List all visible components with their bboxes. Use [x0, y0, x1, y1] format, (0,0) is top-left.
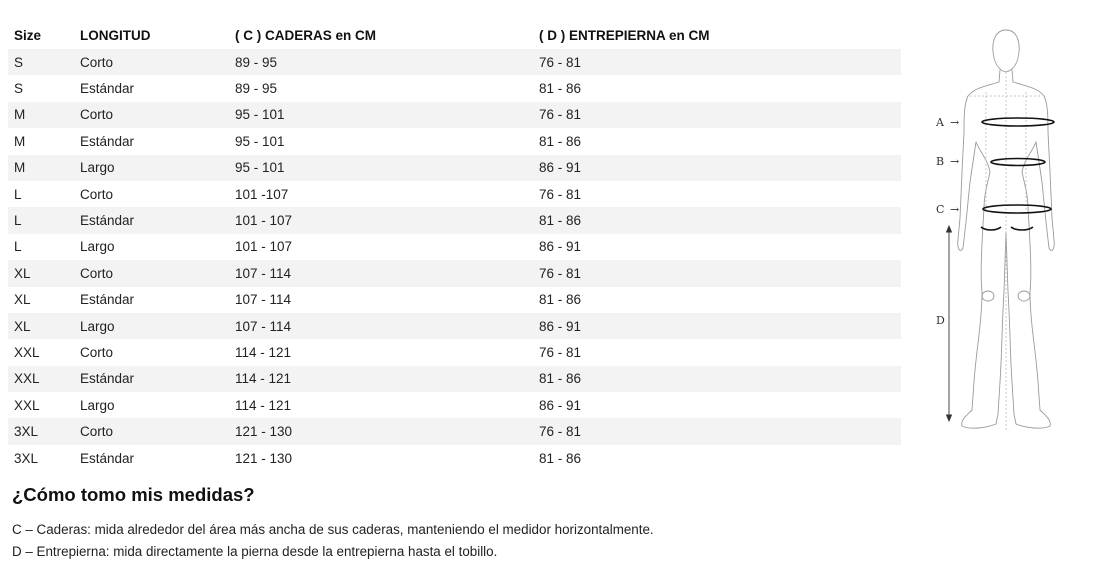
howto-title: ¿Cómo tomo mis medidas?: [12, 484, 255, 505]
header-hips: ( C ) CADERAS en CM: [235, 28, 376, 43]
table-row: [8, 445, 901, 471]
cell-inseam: 86 - 91: [539, 397, 582, 413]
body-measurement-figure: [930, 22, 1090, 442]
cell-inseam: 76 - 81: [539, 186, 582, 202]
cell-hips: 89 - 95: [235, 81, 278, 97]
cell-inseam: 81 - 86: [539, 450, 582, 466]
cell-hips: 114 - 121: [235, 397, 292, 413]
cell-size: S: [8, 49, 74, 75]
table-row: [8, 49, 901, 75]
cell-size: L: [14, 186, 22, 202]
table-header-row: [8, 22, 901, 49]
cell-hips: 101 - 107: [229, 207, 533, 233]
cell-inseam: 76 - 81: [539, 344, 582, 360]
marker-a-arrow: →: [950, 116, 960, 129]
cell-inseam: 81 - 86: [533, 207, 901, 233]
cell-length: Largo: [80, 239, 115, 255]
cell-size: L: [8, 207, 74, 233]
cell-size: 3XL: [8, 418, 74, 444]
cell-length: Corto: [80, 186, 114, 202]
body-figure-icon: [930, 22, 1090, 442]
cell-hips: 95 - 101: [235, 133, 285, 149]
cell-length: Estándar: [74, 366, 229, 392]
cell-inseam: 81 - 86: [539, 133, 582, 149]
cell-hips: 107 - 114: [229, 260, 533, 286]
cell-length: Corto: [74, 260, 229, 286]
cell-inseam: 86 - 91: [533, 155, 901, 181]
cell-hips: 121 - 130: [229, 418, 533, 444]
cell-length: Corto: [74, 102, 229, 128]
table-row: [8, 102, 901, 128]
marker-c-label: C: [936, 203, 945, 216]
cell-hips: 95 - 101: [229, 155, 533, 181]
table-row: [8, 75, 901, 101]
marker-c-arrow: →: [950, 203, 960, 216]
cell-hips: 107 - 114: [235, 292, 292, 308]
cell-hips: 89 - 95: [229, 49, 533, 75]
cell-inseam: 76 - 81: [533, 102, 901, 128]
cell-length: Largo: [74, 155, 229, 181]
cell-size: XXL: [14, 397, 40, 413]
table-row: [8, 155, 901, 181]
table-row: [8, 287, 901, 313]
cell-length: Estándar: [74, 207, 229, 233]
cell-length: Largo: [74, 313, 229, 339]
table-row: [8, 207, 901, 233]
size-table: [8, 22, 901, 471]
cell-hips: 95 - 101: [229, 102, 533, 128]
howto-hips-instruction: C – Caderas: mida alrededor del área más ancha de sus caderas, manteniendo el medidor horizontalmente.: [12, 522, 654, 537]
cell-hips: 101 - 107: [235, 239, 293, 255]
header-inseam: ( D ) ENTREPIERNA en CM: [539, 28, 710, 43]
cell-inseam: 81 - 86: [533, 366, 901, 392]
cell-inseam: 81 - 86: [539, 292, 582, 308]
cell-inseam: 76 - 81: [533, 260, 901, 286]
header-size: Size: [14, 28, 42, 43]
cell-hips: 114 - 121: [229, 366, 533, 392]
cell-hips: 101 -107: [235, 186, 289, 202]
cell-hips: 114 - 121: [235, 344, 292, 360]
marker-d-label: D: [936, 314, 945, 327]
cell-length: Estándar: [80, 292, 135, 308]
cell-inseam: 76 - 81: [533, 418, 901, 444]
table-body: [8, 49, 901, 471]
table-row: [8, 339, 901, 365]
cell-size: M: [8, 102, 74, 128]
cell-size: M: [14, 133, 26, 149]
cell-length: Corto: [74, 49, 229, 75]
cell-inseam: 76 - 81: [533, 49, 901, 75]
cell-length: Largo: [80, 397, 115, 413]
cell-size: XXL: [8, 366, 74, 392]
cell-inseam: 86 - 91: [539, 239, 582, 255]
table-row: [8, 128, 901, 154]
cell-size: L: [14, 239, 22, 255]
marker-b-arrow: →: [950, 155, 960, 168]
cell-length: Estándar: [80, 81, 135, 97]
table-row: [8, 181, 901, 207]
cell-size: XL: [14, 292, 31, 308]
howto-inseam-instruction: D – Entrepierna: mida directamente la pierna desde la entrepierna hasta el tobillo.: [12, 544, 498, 559]
cell-hips: 121 - 130: [235, 450, 293, 466]
cell-length: Corto: [80, 344, 114, 360]
cell-size: S: [14, 81, 24, 97]
marker-b-label: B: [936, 155, 945, 168]
cell-length: Corto: [74, 418, 229, 444]
cell-inseam: 81 - 86: [539, 81, 582, 97]
cell-length: Estándar: [80, 450, 135, 466]
header-length: LONGITUD: [80, 28, 151, 43]
cell-hips: 107 - 114: [229, 313, 533, 339]
cell-size: XL: [8, 313, 74, 339]
cell-size: M: [8, 155, 74, 181]
cell-size: 3XL: [14, 450, 39, 466]
table-row: [8, 392, 901, 418]
table-row: [8, 234, 901, 260]
marker-a-label: A: [936, 116, 944, 129]
table-row: [8, 366, 901, 392]
table-row: [8, 418, 901, 444]
table-row: [8, 313, 901, 339]
cell-length: Estándar: [80, 133, 135, 149]
cell-size: XXL: [14, 344, 40, 360]
table-row: [8, 260, 901, 286]
cell-inseam: 86 - 91: [533, 313, 901, 339]
cell-size: XL: [8, 260, 74, 286]
